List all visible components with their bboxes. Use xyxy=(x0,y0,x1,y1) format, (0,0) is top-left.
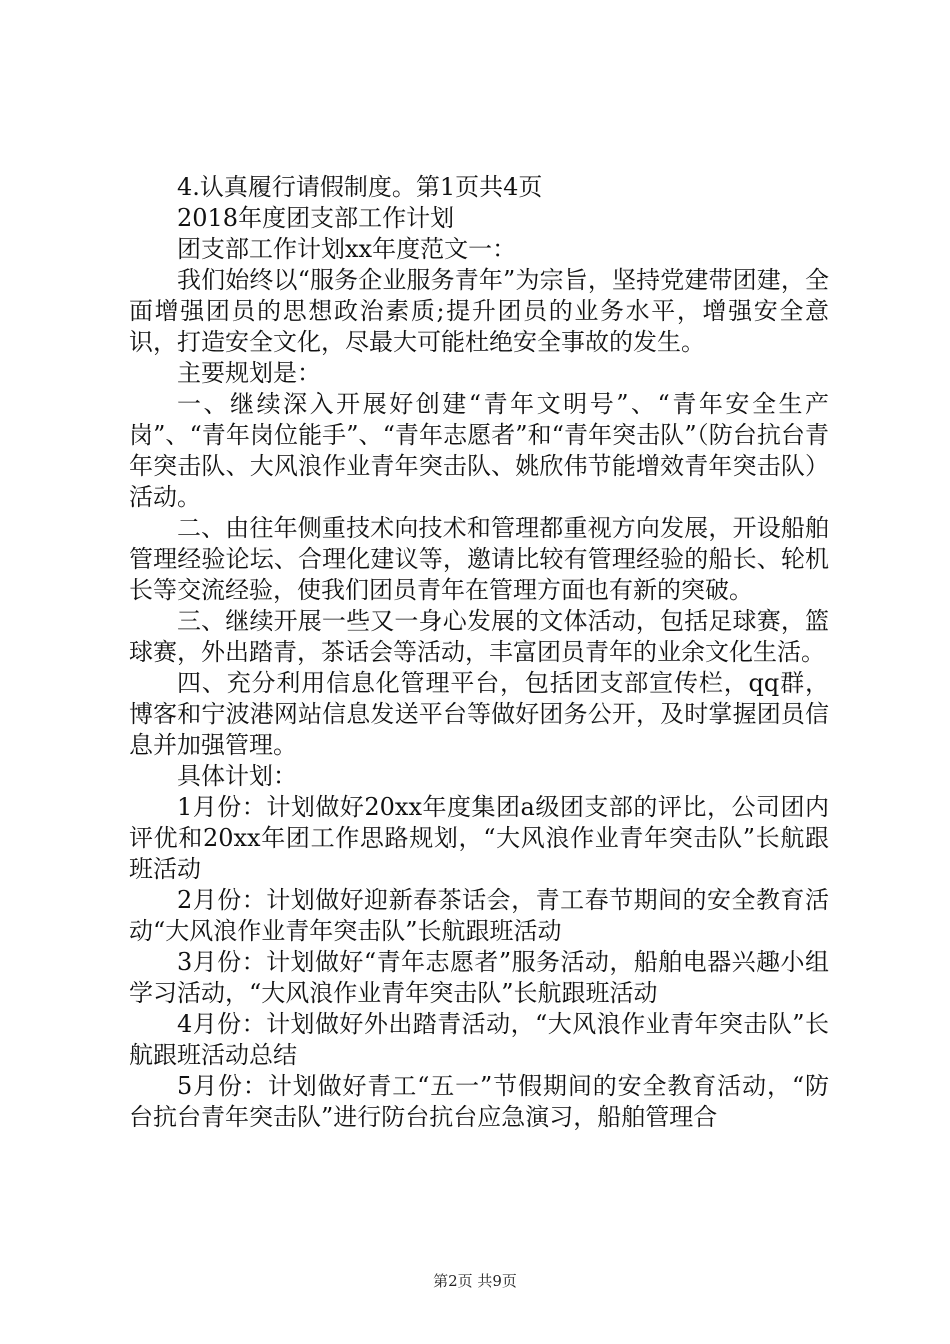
paragraph-month-4: 4月份：计划做好外出踏青活动，“大风浪作业青年突击队”长航跟班活动总结 xyxy=(129,1010,829,1069)
paragraph-month-2: 2月份：计划做好迎新春茶话会，青工春节期间的安全教育活动“大风浪作业青年突击队”长航跟班活动 xyxy=(129,886,829,945)
paragraph-plan-item-2: 二、由往年侧重技术向技术和管理都重视方向发展，开设船舶管理经验论坛、合理化建议等，邀请比较有管理经验的船长、轮机长等交流经验，使我们团员青年在管理方面也有新的突破。 xyxy=(129,514,829,604)
paragraph-month-5: 5月份：计划做好青工“五一”节假期间的安全教育活动，“防台抗台青年突击队”进行防台抗台应急演习，船舶管理合 xyxy=(129,1072,829,1131)
paragraph-leave-system: 4.认真履行请假制度。第1页共4页 xyxy=(177,173,543,201)
paragraph-month-3: 3月份：计划做好“青年志愿者”服务活动，船舶电器兴趣小组学习活动，“大风浪作业青年突击队”长航跟班活动 xyxy=(129,948,829,1007)
paragraph-plan-title: 2018年度团支部工作计划 xyxy=(177,204,455,232)
paragraph-plan-item-4: 四、充分利用信息化管理平台，包括团支部宣传栏，qq群，博客和宁波港网站信息发送平台等做好团务公开，及时掌握团员信息并加强管理。 xyxy=(129,669,829,759)
paragraph-main-plan-heading: 主要规划是： xyxy=(177,359,321,387)
paragraph-month-1: 1月份：计划做好20xx年度集团a级团支部的评比，公司团内评优和20xx年团工作思路规划，“大风浪作业青年突击队”长航跟班活动 xyxy=(129,793,829,883)
paragraph-purpose: 我们始终以“服务企业服务青年”为宗旨，坚持党建带团建，全面增强团员的思想政治素质;提升团员的业务水平，增强安全意识，打造安全文化，尽最大可能杜绝安全事故的发生。 xyxy=(129,266,829,356)
document-body xyxy=(129,172,829,1133)
page-number-footer: 第2页 共9页 xyxy=(433,1272,517,1290)
paragraph-sample-heading: 团支部工作计划xx年度范文一： xyxy=(177,235,517,263)
paragraph-plan-item-1: 一、继续深入开展好创建“青年文明号”、“青年安全生产岗”、“青年岗位能手”、“青年志愿者”和“青年突击队”（防台抗台青年突击队、大风浪作业青年突击队、姚欣伟节能增效青年突击队）活动。 xyxy=(129,390,829,511)
paragraph-plan-item-3: 三、继续开展一些又一身心发展的文体活动，包括足球赛，篮球赛，外出踏青，茶话会等活动，丰富团员青年的业余文化生活。 xyxy=(129,607,829,666)
paragraph-specific-plan-heading: 具体计划： xyxy=(177,762,297,790)
